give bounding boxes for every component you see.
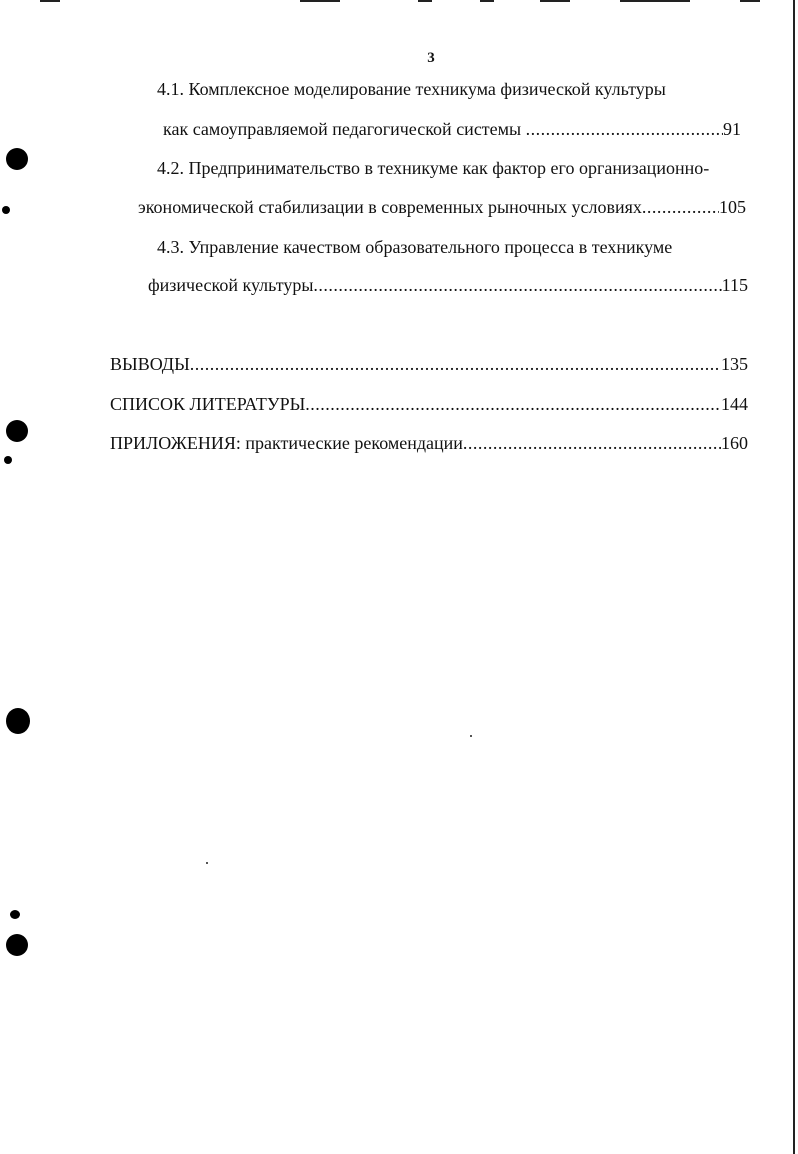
punch-hole: [6, 708, 30, 734]
toc-entry-title: экономической стабилизации в современных рыночных условиях: [138, 197, 642, 217]
dot-leader: [305, 393, 721, 415]
toc-section-appendices: [110, 432, 748, 454]
toc-section-title: СПИСОК ЛИТЕРАТУРЫ: [110, 394, 306, 414]
dot-leader: [190, 353, 721, 375]
dot-leader: [313, 274, 721, 296]
scan-speck: [206, 862, 208, 864]
scan-artifact: [40, 0, 60, 2]
toc-entry-4-2-line2: [138, 196, 746, 218]
toc-page-number: 115: [721, 275, 748, 295]
dot-leader: [526, 118, 723, 140]
toc-page-number: 144: [721, 394, 748, 414]
toc-section-references: [110, 393, 748, 415]
toc-page-number: 105: [719, 197, 746, 217]
scan-artifact: [620, 0, 690, 2]
scan-edge-line: [793, 0, 795, 1154]
punch-hole: [6, 420, 28, 442]
dot-leader: [642, 196, 719, 218]
toc-section-title: ПРИЛОЖЕНИЯ: практические рекомендации: [110, 433, 463, 453]
page-number: 3: [427, 50, 435, 66]
toc-page-number: 91: [723, 119, 741, 139]
scan-artifact: [4, 456, 12, 464]
scan-artifact: [540, 0, 570, 2]
toc-section-title: ВЫВОДЫ: [110, 354, 190, 374]
toc-entry-4-1-line1: 4.1. Комплексное моделирование техникума физической культуры: [157, 79, 666, 99]
punch-hole: [6, 148, 28, 170]
toc-entry-4-3-line2: [148, 274, 748, 296]
toc-page-number: 135: [721, 354, 748, 374]
toc-page-number: 160: [721, 433, 748, 453]
scan-artifact: [10, 910, 20, 919]
toc-entry-title: как самоуправляемой педагогической системы: [163, 119, 522, 139]
punch-hole: [6, 934, 28, 956]
scan-artifact: [740, 0, 760, 2]
scan-artifact: [2, 206, 10, 214]
dot-leader: [463, 432, 721, 454]
toc-entry-title: физической культуры: [148, 275, 314, 295]
toc-entry-4-1-line2: [163, 118, 741, 140]
scan-artifact: [300, 0, 340, 2]
scan-artifact: [418, 0, 432, 2]
scan-speck: [470, 735, 472, 737]
toc-entry-4-3-line1: 4.3. Управление качеством образовательного процесса в техникуме: [157, 237, 673, 257]
scan-artifact: [480, 0, 494, 2]
toc-section-conclusions: [110, 353, 748, 375]
toc-entry-4-2-line1: 4.2. Предпринимательство в техникуме как фактор его организационно-: [157, 158, 710, 178]
